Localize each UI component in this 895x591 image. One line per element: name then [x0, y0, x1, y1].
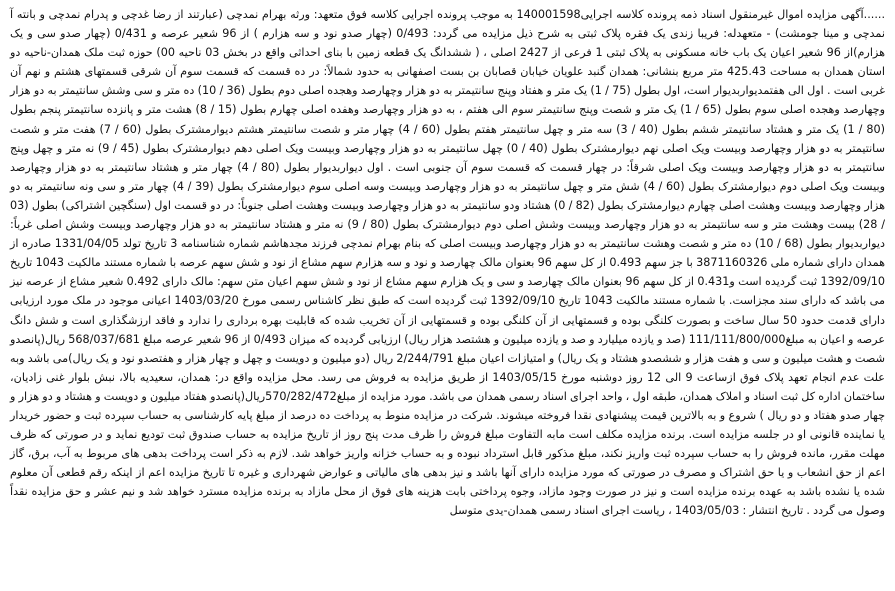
auction-notice-body: ......آگهی مزایده اموال غیرمنقول اسناد ذمه پرونده کلاسه اجرایی140001598 به موجب پرونده اجرایی کلاسه فوق متعهد: ورثه بهرام نمدچی (عبارتند از رضا غدچی و پدرام نمدچی و بانته آ نمدچی و مینا جومشت) - متعهدله: فریبا زندی یک فقره پلاک ثبتی به شرح ذیل مزایده می گردد: 0/493 (چهار صدو نود و سه هزارم ) از 96 شعیر عرصه و 0/431 (چهار صدو سی و یک هزارم)از 96 شعیر اعیان یک باب خانه مسکونی به پلاک ثبتی 1 فرعی از 2427 اصلی ، ( ششدانگ یک قطعه زمین با بنای احداثی واقع در بخش 03 ناحیه 00) حوزه ثبت ملک همدان-ناحیه دو استان همدان به مساحت 425.43 متر مربع بنشانی: همدان گنبد علویان خیابان قصابان بن بست اصفهانی به حدود شمالاً: در ده قسمت که قسمت سوم آن شرقی قسمتهای هشتم و نهم آن غربی است . اول الی هفتمدیواربدیوار است، اول بطول (75 / 1) یک متر و هفتاد وپنج سانتیمتر به دو هزار وچهارصد وهجده اصلی دوم بطول (36 / 10) ده متر و سی وشش سانتیمتر به دو هزار وچهارصد وهجده اصلی سوم بطول (65 / 1) یک متر و شصت وپنج سانتیمتر سوم الی هفتم ، به دو هزار وچهارصد وهفده اصلی چهارم بطول (15 / 8) هشت متر و پانزده سانتیمتر پنجم بطول (80 / 1) یک متر و هشتاد سانتیمتر ششم بطول (40 / 3) سه متر و چهل سانتیمتر هفتم بطول (60 / 4) چهار متر و شصت سانتیمتر هشتم دیوارمشترک بطول (60 / 7) هفت متر و شصت سانتیمتر به دو هزار وچهارصد وبیست ویک اصلی نهم دیوارمشترک بطول (40 / 0) چهل سانتیمتر به دو هزار وچهارصد وبیست ویک اصلی دهم دیوارمشترک بطول (45 / 9) نه متر و چهل وپنج سانتیمتر به دو هزار وچهارصد وبیست ویک اصلی شرقاً: در چهار قسمت که قسمت سوم آن جنوبی است . اول دیواربدیوار بطول (80 / 4) چهار متر و هشتاد سانتیمتر به دو هزار وچهارصد وبیست ویک اصلی دوم دیوارمشترک بطول (60 / 4) شش متر و چهل سانتیمتر به دو هزار وچهارصد وبیست وسه اصلی سوم دیوارمشترک بطول (39 / 4) چهار متر و سی ونه سانتیمتر به دو هزار وچهارصد وبیست وهشت اصلی چهارم دیوارمشترک بطول (82 / 0) هشتاد ودو سانتیمتر به دو هزار وچهارصد وبیست وهشت اصلی جنوباً: در دو قسمت اول (سنگچین اشتراکی) بطول (03 / 28) بیست وهشت متر و سه سانتیمتر به دو هزار وچهارصد وبیست وشش اصلی دوم دیوارمشترک بطول (80 / 9) نه متر و هشتاد سانتیمتر به دو هزار وچهارصد وبیست وشش اصلی غرباً: دیواربدیوار بطول (68 / 10) ده متر و شصت وهشت سانتیمتر به دو هزار وچهارصد وبیست اصلی که بنام بهرام نمدچی فرزند مجدهاشم شماره شناسنامه 3 تاریخ تولد 1331/04/05 صادره از همدان دارای شماره ملی 3871160326 با جز سهم 0.493 از کل سهم 96 بعنوان مالک چهارصد و نود و سه هزارم سهم مشاع از نود و شش سهم عرصه با شماره مستند مالکیت 1043 تاریخ 1392/09/10 ثبت گردیده است و0.431 از کل سهم 96 بعنوان مالک چهارصد و سی و یک هزارم سهم مشاع از نود و شش سهم اعیان متن سهم: مالک دارای 0.492 شعیر مشاع از عرصه نیز می باشد که دارای سند مجزاست. با شماره مستند مالکیت 1043 تاریخ 1392/09/10 ثبت گردیده است که طبق نظر کاشناس رسمی مورخ 1403/03/20 اعیانی موجود در ملک مورد ارزیابی دارای قدمت حدود 50 سال ساخت و بصورت کلنگی بوده و قسمتهایی از آن کلنگی بوده و قسمتهایی از آن تخریب شده که قابلیت بهره برداری را ندارد و فاقد ارزشگذاری است و شش دانگ عرصه و اعیان به مبلغ111/111/800/000 (صد و یازده میلیارد و صد و یازده میلیون و هشتصد هزار ریال) ارزیابی گردیده که میزان 0/493 از 96 شعیر عرصه مبلغ 568/037/681 ریال(پانصدو شصت و هشت میلیون و سی و هفت هزار و ششصدو هشتاد و یک ریال) و امتیازات اعیان مبلغ 2/244/791 ریال (دو میلیون و دویست و چهل و چهار هزار و هفتصدو نود و یک ریال)می باشد وبه علت عدم انجام تعهد پلاک فوق ازساعت 9 الی 12 روز دوشنبه مورخ 1403/05/15 از طریق مزایده به فروش می رسد. محل مزایده واقع در: همدان، سعیدیه بالا، نبش بلوار غنی زادیان، ساختمان اداره کل ثبت اسناد و املاک همدان، طبقه اول ، واحد اجرای اسناد رسمی همدان می باشد. مورد مزایده از مبلغ570/282/472ریال(پانصدو هفتاد میلیون و دویست و هشتاد و دو هزار و چهار صدو هفتاد و دو ریال ) شروع و به بالاترین قیمت پیشنهادی نقدا فروخته میشوند. شرکت در مزایده منوط به پرداخت ده درصد از مبلغ پایه کارشناسی به حساب سپرده ثبت و حضور خریدار یا نماینده قانونی او در جلسه مزایده است. برنده مزایده مکلف است مابه التفاوت مبلغ فروش را ظرف مدت پنج روز از تاریخ مزایده به حساب صندوق ثبت تودیع نماید و در صورتی که ظرف مهلت مقرر، مانده فروش را به حساب سپرده ثبت واریز نکند، مبلغ مذکور قابل استرداد نبوده و به حساب خزانه واریز خواهد شد. لازم به ذکر است پرداخت بدهی های مربوط به آب، برق، گاز اعم از حق انشعاب و یا حق اشتراک و مصرف در صورتی که مورد مزایده دارای آنها باشد و نیز بدهی های مالیاتی و عوارض شهرداری و غیره تا تاریخ مزایده اعم از اینکه رقم قطعی آن معلوم شده یا نشده باشد به عهده برنده مزایده است و نیز در صورت وجود مازاد، وجوه پرداختی بابت هزینه های فوق از محل مازاد به برنده مزایده مسترد خواهد شد و نیم عشر و حق مزایده نقداً وصول می گردد . تاریخ انتشار : 1403/05/03 ، ریاست اجرای اسناد رسمی همدان-یدی متوسل — [10, 8, 886, 518]
